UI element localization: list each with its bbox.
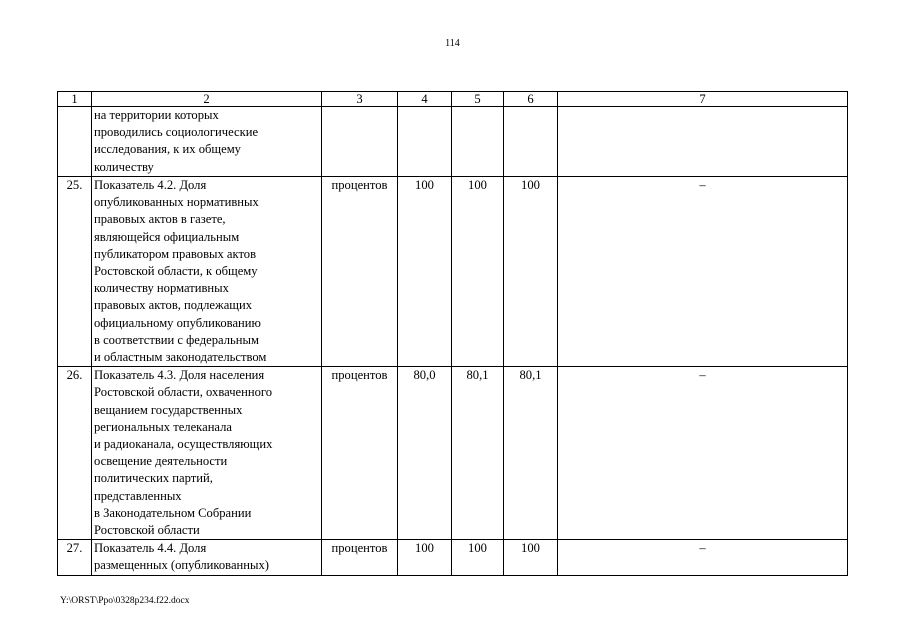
indicator-name-line: Ростовской области, охваченного — [94, 385, 273, 400]
indicator-name-cell — [92, 540, 322, 575]
row-number-cell: 27. — [58, 540, 92, 575]
indicator-name-line: региональных телеканала — [94, 419, 233, 434]
indicator-name-cell — [92, 367, 322, 540]
page-number: 114 — [445, 38, 460, 49]
value-cell-col6: 100 — [504, 177, 558, 367]
value-cell-col6 — [504, 107, 558, 177]
row-number-cell: 25. — [58, 177, 92, 367]
indicator-name-line: освещение деятельности — [94, 454, 228, 469]
column-header: 1 — [58, 92, 92, 107]
indicator-name-cell — [92, 177, 322, 367]
column-header: 4 — [398, 92, 452, 107]
indicator-name-line: Показатель 4.4. Доля — [94, 541, 207, 556]
indicator-name-line: исследования, к их общему — [94, 142, 241, 157]
value-cell-col4 — [398, 107, 452, 177]
indicator-name-line: размещенных (опубликованных) — [94, 558, 269, 573]
table-header-row — [58, 92, 848, 107]
note-cell — [558, 107, 848, 177]
value-cell-col5 — [452, 107, 504, 177]
unit-cell — [322, 107, 398, 177]
column-header: 6 — [504, 92, 558, 107]
unit-cell: процентов — [322, 177, 398, 367]
row-number-cell — [58, 107, 92, 177]
indicator-name-line: представленных — [94, 488, 182, 503]
value-cell-col5: 100 — [452, 540, 504, 575]
value-cell-col6: 100 — [504, 540, 558, 575]
note-cell: – — [558, 367, 848, 540]
column-header: 3 — [322, 92, 398, 107]
indicator-name-line: количеству нормативных — [94, 281, 229, 296]
indicator-name-line: и областным законодательством — [94, 350, 267, 365]
indicator-name-line: правовых актов, подлежащих — [94, 298, 253, 313]
value-cell-col5: 80,1 — [452, 367, 504, 540]
indicator-name-cell — [92, 107, 322, 177]
row-number-cell: 26. — [58, 367, 92, 540]
indicator-name-line: официальному опубликованию — [94, 315, 261, 330]
indicator-name-line: и радиоканала, осуществляющих — [94, 437, 273, 452]
indicator-name-line: опубликованных нормативных — [94, 195, 259, 210]
value-cell-col6: 80,1 — [504, 367, 558, 540]
value-cell-col4: 100 — [398, 177, 452, 367]
table-row-continuation — [58, 107, 848, 177]
indicator-name-line: политических партий, — [94, 471, 213, 486]
value-cell-col4: 100 — [398, 540, 452, 575]
value-cell-col4: 80,0 — [398, 367, 452, 540]
indicator-name-line: публикатором правовых актов — [94, 246, 257, 261]
value-cell-col5: 100 — [452, 177, 504, 367]
indicator-name-line: правовых актов в газете, — [94, 212, 226, 227]
indicators-table — [57, 91, 848, 576]
indicator-name-line: в Законодательном Собрании — [94, 505, 252, 520]
file-path-footer: Y:\ORST\Ppo\0328p234.f22.docx — [60, 596, 190, 606]
note-cell: – — [558, 177, 848, 367]
table-row — [58, 367, 848, 540]
column-header: 2 — [92, 92, 322, 107]
column-header: 5 — [452, 92, 504, 107]
unit-cell: процентов — [322, 367, 398, 540]
note-cell: – — [558, 540, 848, 575]
column-header: 7 — [558, 92, 848, 107]
indicator-name-line: на территории которых — [94, 108, 219, 122]
indicator-name-line: Ростовской области — [94, 523, 200, 538]
table-row — [58, 177, 848, 367]
indicator-name-line: в соответствии с федеральным — [94, 332, 259, 347]
indicator-name-line: количеству — [94, 159, 154, 174]
table-row — [58, 540, 848, 575]
indicator-name-line: Показатель 4.2. Доля — [94, 178, 207, 192]
indicator-name-line: являющейся официальным — [94, 229, 240, 244]
indicator-name-line: вещанием государственных — [94, 402, 243, 417]
indicator-name-line: Показатель 4.3. Доля населения — [94, 368, 265, 383]
indicator-name-line: проводились социологические — [94, 125, 259, 140]
unit-cell: процентов — [322, 540, 398, 575]
indicator-name-line: Ростовской области, к общему — [94, 264, 258, 279]
